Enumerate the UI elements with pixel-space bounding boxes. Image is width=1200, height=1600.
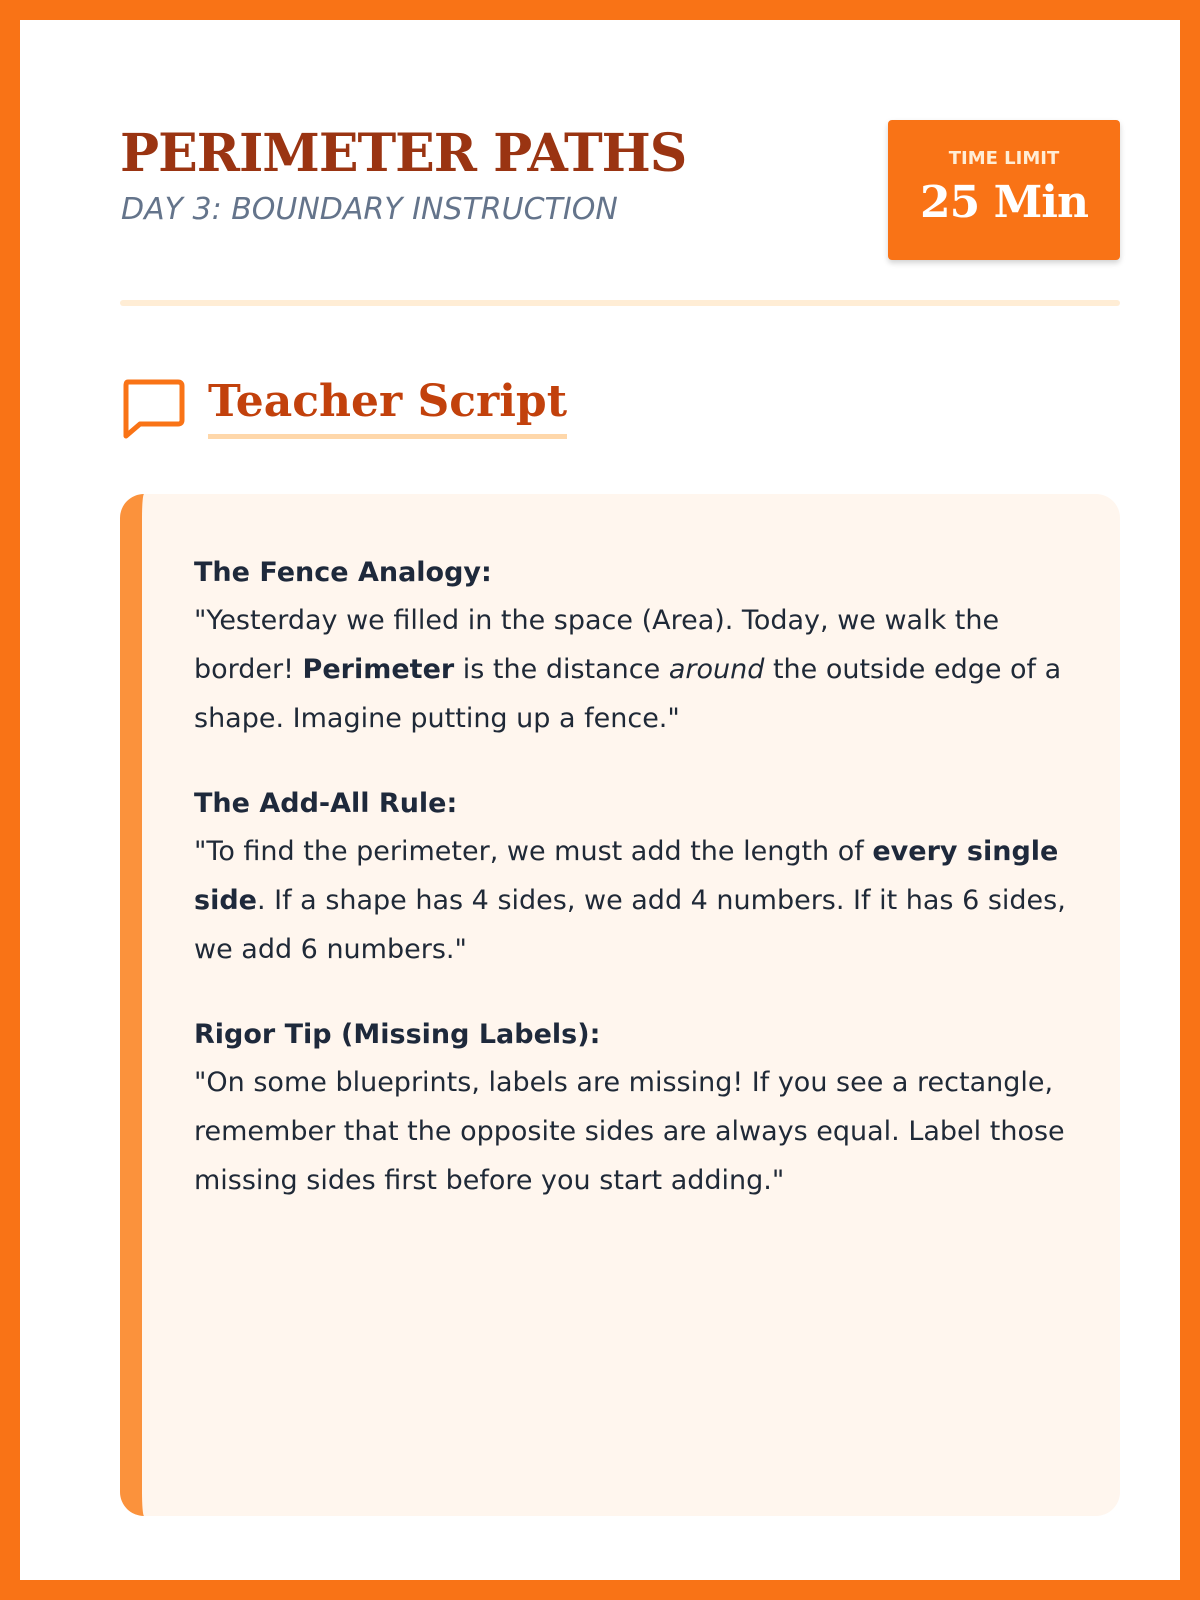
add-all-rule-title: The Add-All Rule: [194,788,458,819]
rigor-tip-title: Rigor Tip (Missing Labels): [194,1019,601,1050]
time-limit-label: TIME LIMIT [948,148,1060,169]
fence-italic-around: around [668,654,765,685]
section-heading [120,370,1120,450]
fence-analogy-title: The Fence Analogy: [194,557,492,588]
add-all-rule-text [194,827,1070,974]
fence-analogy-text [194,596,1070,743]
addall-bold-every-side: every single side [194,836,1059,916]
rigor-tip-text [194,1058,1070,1205]
script-block-add-all [194,781,1070,974]
fence-text-3: the outside edge of a shape. Imagine putting up a fence." [194,654,1062,734]
teacher-script-card [120,494,1120,1516]
speech-bubble-icon [120,378,186,440]
time-limit-value: 25 Min [920,177,1088,228]
fence-text-1: "Yesterday we filled in the space (Area). Today, we walk the border! [194,605,1000,685]
time-limit-badge [888,120,1120,260]
section-title: Teacher Script [208,372,567,439]
fence-text-2: is the distance [454,654,669,685]
addall-text-1: "To find the perimeter, we must add the length of [194,836,873,867]
rigor-text-1: "On some blueprints, labels are missing! If you see a rectangle, remember that the opposite sides are always equal. Label those missing sides first before you start adding." [194,1067,1065,1196]
page-title: PERIMETER PATHS [120,123,687,184]
header-divider [120,300,1120,306]
addall-text-2: . If a shape has 4 sides, we add 4 numbers. If it has 6 sides, we add 6 numbers." [194,885,1066,965]
fence-bold-perimeter: Perimeter [302,654,455,685]
script-block-rigor [194,1012,1070,1205]
script-block-fence [194,550,1070,743]
header [120,120,1120,262]
page-subtitle: DAY 3: BOUNDARY INSTRUCTION [121,192,618,227]
